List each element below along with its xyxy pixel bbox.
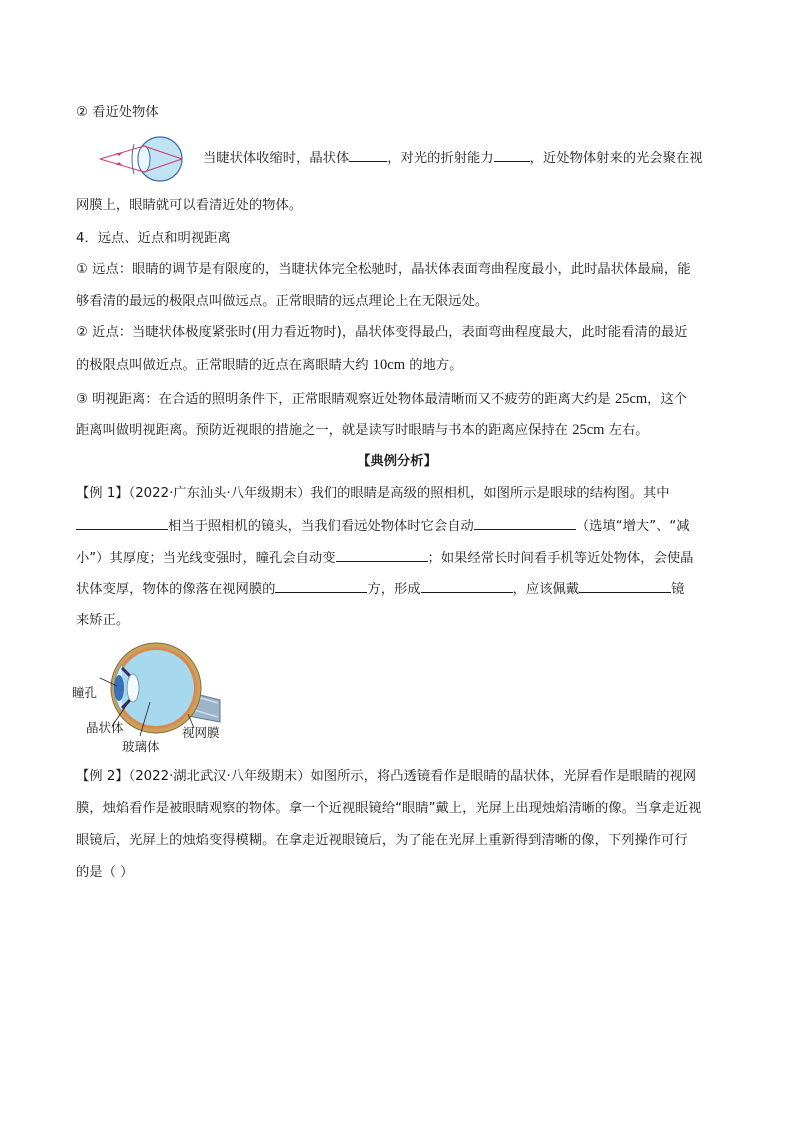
near-view-text-b: ，对光的折射能力 <box>387 151 494 166</box>
answer-blank[interactable] <box>494 148 530 162</box>
example-1-line-1: 【例 1】（2022·广东汕头·八年级期末）我们的眼睛是高级的照相机，如图所示是眼球的结构图。其中 <box>76 486 670 501</box>
example-1-line-3 <box>76 548 693 569</box>
far-point-line-1: ① 远点：眼睛的调节是有限度的，当睫状体完全松驰时，晶状体表面弯曲程度最小，此时晶状体最扁，能 <box>76 262 691 277</box>
label-lens: 晶状体 <box>86 720 124 735</box>
answer-blank[interactable] <box>474 516 576 530</box>
example-2-line-3: 眼镜后，光屏上的烛焰变得模糊。在拿走近视眼镜后，为了能在光屏上重新得到清晰的像，下列操作可行 <box>76 833 688 848</box>
example-1-line-4 <box>76 579 684 600</box>
example-2-line-4: 的是（ ） <box>76 865 134 880</box>
distinct-vision-line-2 <box>76 420 649 441</box>
near-point-distance: 10cm <box>372 357 405 373</box>
section-4-title: 4．远点、近点和明视距离 <box>76 231 231 246</box>
near-view-line-2: 网膜上，眼睛就可以看清近处的物体。 <box>76 198 303 213</box>
example-1-text: ；如果经常长时间看手机等近处物体，会使晶 <box>427 551 694 566</box>
answer-blank[interactable] <box>579 579 671 593</box>
answer-blank[interactable] <box>349 148 387 162</box>
distinct-vision-text: ③ 明视距离：在合适的照明条件下，正常眼睛观察近处物体最清晰而又不疲劳的距离大约是 <box>76 392 615 407</box>
label-vitreous: 玻璃体 <box>122 739 160 754</box>
near-view-text-c: ，近处物体射来的光会聚在视 <box>529 151 703 166</box>
example-2-line-2: 膜，烛焰看作是被眼睛观察的物体。拿一个近视眼镜给“眼睛”戴上，光屏上出现烛焰清晰的像。当拿走近视 <box>76 801 702 816</box>
near-view-text-a: 当睫状体收缩时，晶状体 <box>203 151 350 166</box>
subheading-near-view: ② 看近处物体 <box>76 105 159 120</box>
example-1-text: ，应该佩戴 <box>512 582 580 597</box>
answer-blank[interactable] <box>76 516 168 530</box>
far-point-line-2: 够看清的最远的极限点叫做远点。正常眼睛的远点理论上在无限远处。 <box>76 294 489 309</box>
eyeball-structure-figure <box>70 640 240 760</box>
answer-blank[interactable] <box>336 548 428 562</box>
near-point-line-2 <box>76 355 462 376</box>
example-2-line-1: 【例 2】（2022·湖北武汉·八年级期末）如图所示，将凸透镜看作是眼睛的晶状体，光屏看作是眼睛的视网 <box>76 769 697 784</box>
near-point-text: 的极限点叫做近点。正常眼睛的近点在离眼睛大约 <box>76 358 373 373</box>
example-1-text: 方，形成 <box>367 582 421 597</box>
label-pupil: 瞳孔 <box>72 685 98 700</box>
example-1-line-5: 来矫正。 <box>76 613 130 628</box>
section-title-examples: 【典例分析】 <box>357 454 437 469</box>
near-point-line-1: ② 近点：当睫状体极度紧张时(用力看近物时)，晶状体变得最凸，表面弯曲程度最大，此时能看清的最近 <box>76 325 688 340</box>
reading-distance: 25cm <box>572 422 605 438</box>
distinct-vision-distance: 25cm <box>614 391 648 407</box>
distinct-vision-text-end: ，这个 <box>647 392 688 407</box>
example-1-text: 相当于照相机的镜头，当我们看远处物体时它会自动 <box>168 519 474 534</box>
distinct-vision-line-1 <box>76 389 687 410</box>
distinct-vision-text-2: 距离叫做明视距离。预防近视眼的措施之一，就是读写时眼睛与书本的距离应保持在 <box>76 423 573 438</box>
example-1-line-2 <box>76 516 690 537</box>
example-1-text: 小”）其厚度；当光线变强时，瞳孔会自动变 <box>76 551 336 566</box>
answer-blank[interactable] <box>275 579 367 593</box>
near-point-text-end: 的地方。 <box>404 358 463 373</box>
example-1-text: 镜 <box>671 582 685 597</box>
near-view-line-1 <box>203 148 703 169</box>
answer-blank[interactable] <box>421 579 513 593</box>
eye-near-focus-diagram <box>98 136 188 186</box>
label-retina: 视网膜 <box>182 725 220 740</box>
distinct-vision-text-2-end: 左右。 <box>604 423 649 438</box>
example-1-text: （选填“增大”、“减 <box>575 519 690 534</box>
example-1-text: 状体变厚，物体的像落在视网膜的 <box>76 582 276 597</box>
